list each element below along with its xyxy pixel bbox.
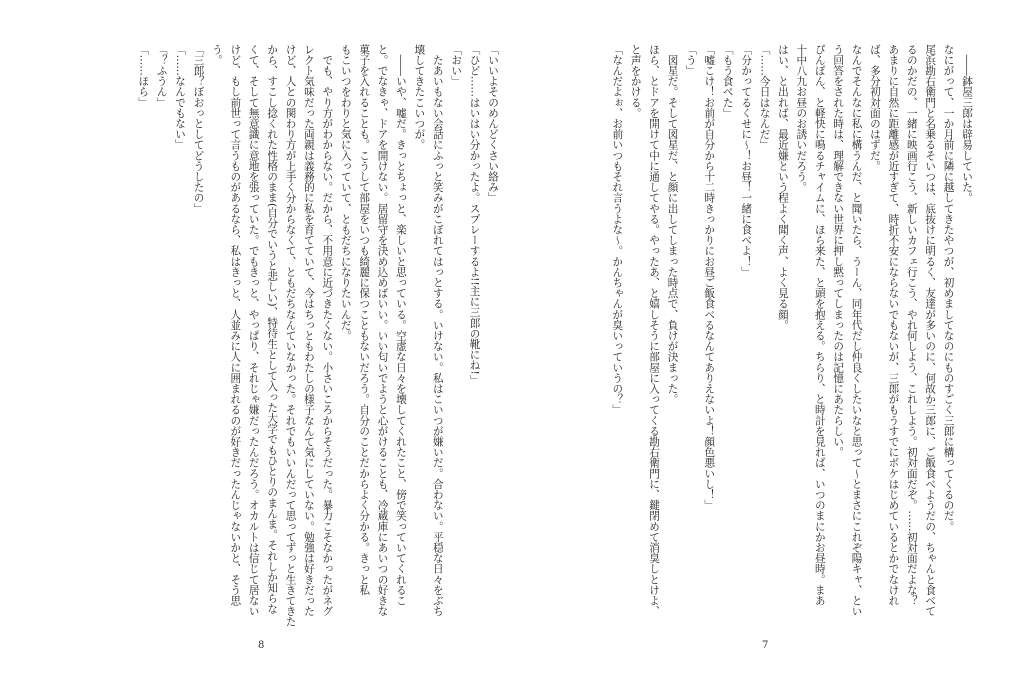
text-line: ほら、とドアを開けて中に通してやる。やったあ、と嬉しそうに部屋に入ってくる勘右衛門に、鍵閉めて消臭しとけよ、 bbox=[648, 44, 661, 617]
text-line: あまりに自然に距離感が近すぎて、時折不安にならないでもないが、三郎がもうすでにボケはじめているとかでなけれ bbox=[887, 44, 900, 606]
page-number-left: 8 bbox=[258, 640, 265, 651]
text-line: もこいつをわりと気に入っていて、ともだちになりたいんだ。 bbox=[339, 44, 352, 341]
text-line: 「三郎？ぼおっとしてどうしたの」 bbox=[192, 44, 205, 214]
text-line: けど、人との関わり方が上手く分からなくて、ともだちなんていなかった。それでもいいんだって思ってずっと生きてきた bbox=[284, 44, 297, 627]
page-number-right: 7 bbox=[762, 640, 769, 651]
text-line: と。でなきゃ、ドアを開けない。居留守を決め込めばいい。いい匂いでようと心がけることも、冷蔵庫にあいつの好きな bbox=[376, 44, 389, 617]
text-line: 「なんだよぉ、お前いつもそれ言うよな～。かんちゃんが臭いっていうの？」 bbox=[611, 44, 624, 415]
text-line: 「嘘こけ！お前が自分から十二時きっかりにお昼ご飯食べるなんてありえないよ！顔色悪いし！」 bbox=[703, 44, 716, 511]
text-line: 尾浜勘右衛門と名乗るそいつは、底抜けに明るく、友達が多いのに、何故か三郎に、ご飯食べようだの、ちゃんと食べて bbox=[924, 44, 937, 617]
text-line: レクト気味だった両親は義務的に私を育てていて、今はちっともわたしの様子なんて気にしていない。勉強は好きだった bbox=[302, 44, 315, 617]
text-line: 図星だ。そして図星だ、と顔に出してしまった時点で、負けが決まった。 bbox=[666, 44, 679, 405]
text-line: はい、と出れば、最近嫌という程よく聞く声、よく見る顔。 bbox=[776, 44, 789, 331]
text-line: 壊してきたこいつが。 bbox=[413, 44, 426, 150]
text-line: 「もう食べた」 bbox=[721, 44, 734, 119]
text-line: 十中八九お昼のお誘いだろう。 bbox=[795, 44, 808, 193]
text-line: くて、そして無意識に意地を張っていた。でもきっと、やっぱり、それじゃ嫌だったんだろう。オカルトは信じて居ない bbox=[247, 44, 260, 617]
text-line: う。 bbox=[210, 44, 223, 66]
text-line: う回答をされた時は、理解できない世界に押し黙ってしまったのは記憶にあたらしい。 bbox=[832, 44, 845, 458]
text-line: 菓子を入れることも。こうして部屋をいつも綺麗に保つこともないだろう。自分のことだからよく分かる。きっと私 bbox=[358, 44, 371, 596]
text-line: 「う」 bbox=[684, 44, 697, 76]
text-line: るのかだの、一緒に映画行こう、新しいカフェ行こう、やれ何しよう、これしよう。初対面だぞ。……初対面だよな？ bbox=[905, 44, 918, 606]
text-line: 「ひど……はいはい分かったよ。スプレーするよ!!主に三郎の靴にね!」 bbox=[468, 44, 481, 386]
right-page-text bbox=[556, 44, 976, 634]
text-line: なんでそんなに私に構うんだ、と聞いたら、うーん、同年代だし仲良くしたいなと思って～とまさにこれぞ陽キャ、とい bbox=[850, 44, 863, 617]
text-line: たあいもない会話にふっと笑みがこぼれてはっとする。いけない。私はこいつが嫌いだ。合わない。平穏な日々をぶち bbox=[431, 44, 444, 617]
text-line: ば、多分初対面のはずだ。 bbox=[868, 44, 881, 172]
text-line: 「……なんでもない」 bbox=[174, 44, 187, 150]
text-line: 「……今日はなんだ」 bbox=[758, 44, 771, 150]
text-line: 「？ふうん」 bbox=[155, 44, 168, 108]
text-line: ――鉢屋三郎は辟易していた。 bbox=[961, 44, 973, 203]
text-line: なにがって、一か月前に隣に越してきたやつが、初めましてなのにものすごく三郎に構ってくるのだ。 bbox=[942, 44, 955, 532]
text-line: ぴんぽん、と軽快に鳴るチャイムに、ほら来た、と頭を抱える。ちらり、と時計を見れば、いつのまにかお昼時。まあ bbox=[813, 44, 826, 606]
text-line: 「いいよそのめんどくさい絡み」 bbox=[487, 44, 499, 203]
right-page bbox=[512, 0, 1024, 678]
text-line: 「分かってるくせに～！お昼！一緒に食べよ！」 bbox=[740, 44, 753, 278]
text-line: 「……ほら」 bbox=[137, 44, 150, 108]
left-page-text bbox=[82, 44, 502, 634]
text-line: けど、もし前世って言うものがあるなら、私はきっと、人並みに人に囲まれるのが好きだったんじゃないかと、そう思 bbox=[229, 44, 242, 606]
text-line: でも、やり方がわからない。だから、不用意に近づきたくない。小さいころからそうだった。暴力こそなかったがネグ bbox=[321, 44, 334, 617]
text-line: ――いや、嘘だ。きっとちょっと、楽しいと思っている。空虚な日々を壊してくれたこと、傍で笑っていてくれるこ bbox=[394, 44, 407, 606]
text-line: から、すこし捻くれた性格のまま(自分でいうと悲しい)、特待生として入った大学でもひとりのまんま。それしか知らな bbox=[266, 44, 279, 615]
text-line: 「おい」 bbox=[450, 44, 463, 87]
text-line: と声をかける。 bbox=[629, 44, 642, 119]
